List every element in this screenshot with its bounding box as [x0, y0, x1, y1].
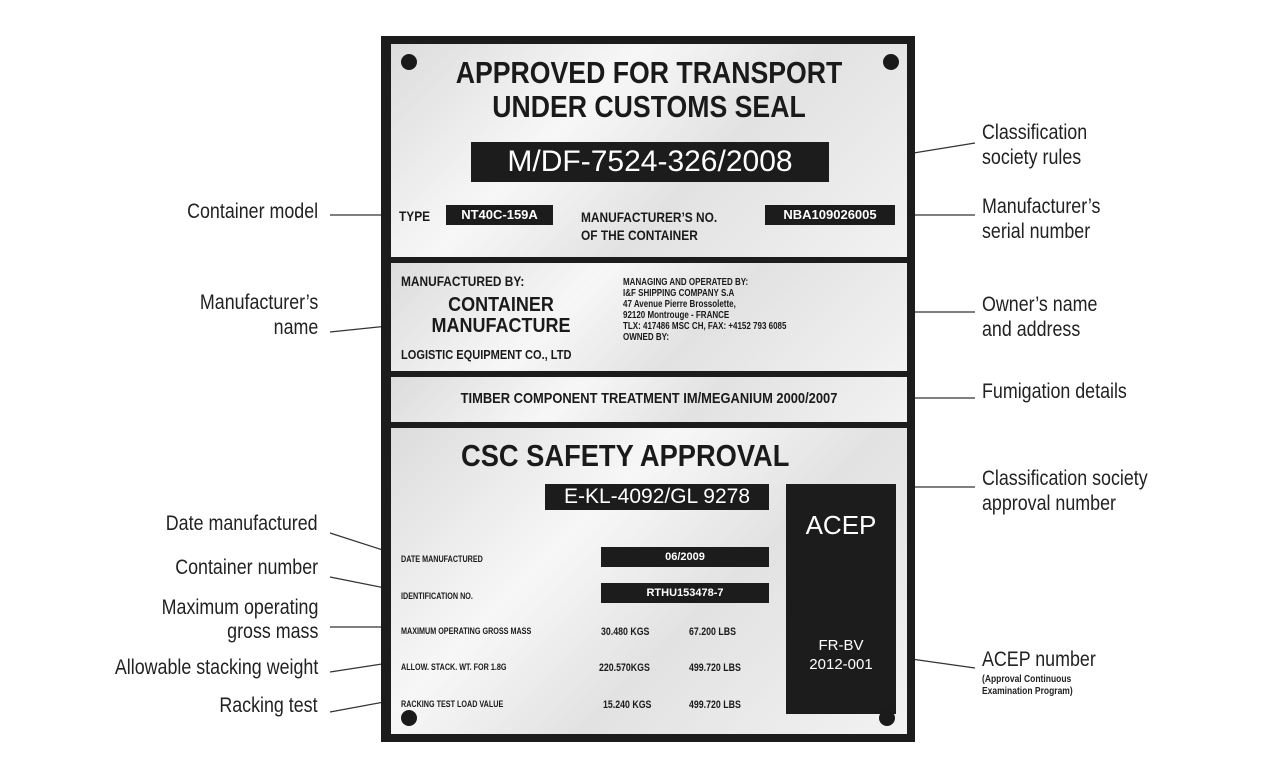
timber-treatment: TIMBER COMPONENT TREATMENT IM/MEGANIUM 2000/2007: [460, 390, 838, 407]
callout-acep-sub-1: (Approval Continuous: [982, 674, 1072, 685]
callout-fumigation: Fumigation details: [982, 380, 1127, 403]
row-lbs-stacking: 499.720 LBS: [689, 662, 741, 674]
manufactured-by-label: MANUFACTURED BY:: [401, 273, 525, 289]
callout-acep: [982, 648, 1096, 698]
row-kgs-stacking: 220.570KGS: [599, 662, 650, 674]
owner-line: MANAGING AND OPERATED BY:: [623, 277, 749, 288]
rivet: [401, 710, 417, 726]
callout-max-gross: [161, 596, 318, 644]
panel-csc: [391, 428, 907, 734]
callout-class-rules-2: society rules: [982, 146, 1082, 169]
callout-owner-1: Owner’s name: [982, 293, 1098, 316]
manufacturer-name-2: MANUFACTURE: [431, 315, 571, 337]
row-label-date: DATE MANUFACTURED: [401, 554, 483, 564]
approval-code: M/DF-7524-326/2008: [471, 142, 829, 182]
callout-owner: [982, 292, 1097, 342]
customs-title: [427, 56, 871, 124]
row-value-date: 06/2009: [601, 547, 769, 567]
acep-code-2: 2012-001: [809, 656, 873, 673]
callout-stacking: Allowable stacking weight: [114, 656, 318, 679]
callout-serial-1: Manufacturer’s: [982, 195, 1101, 218]
row-value-id: RTHU153478-7: [601, 583, 769, 603]
callout-manufacturer-name-2: name: [273, 316, 318, 339]
type-label: TYPE: [399, 208, 431, 224]
callout-class-approval: [982, 466, 1148, 516]
row-label-racking: RACKING TEST LOAD VALUE: [401, 699, 504, 709]
owner-line: 92120 Montrouge - FRANCE: [623, 310, 730, 321]
manufacturer-name: [411, 295, 591, 337]
callout-acep-sub-2: Examination Program): [982, 686, 1073, 697]
container-plate: [381, 36, 915, 742]
callout-acep-sub: [982, 674, 1096, 698]
csc-title: CSC SAFETY APPROVAL: [461, 438, 790, 473]
row-lbs-max-gross: 67.200 LBS: [689, 626, 736, 638]
callout-manufacturer-name-1: Manufacturer’s: [199, 291, 318, 314]
mfr-no-value: NBA109026005: [765, 205, 895, 225]
row-label-stacking: ALLOW. STACK. WT. FOR 1.8G: [401, 662, 507, 672]
callout-container-model: Container model: [187, 200, 318, 223]
acep-code: [786, 636, 896, 674]
panel-manufacturer: [391, 263, 907, 371]
callout-date-manufactured: Date manufactured: [166, 512, 318, 535]
callout-manufacturer-name: [200, 290, 318, 340]
manufacturer-company: LOGISTIC EQUIPMENT CO., LTD: [401, 347, 572, 362]
callout-racking: Racking test: [219, 694, 318, 717]
row-label-id: IDENTIFICATION NO.: [401, 591, 473, 601]
callout-owner-2: and address: [982, 318, 1081, 341]
row-lbs-racking: 499.720 LBS: [689, 699, 741, 711]
row-label-max-gross: MAXIMUM OPERATING GROSS MASS: [401, 626, 532, 636]
callout-acep-number: ACEP number: [982, 648, 1096, 671]
rivet: [883, 54, 899, 70]
rivet: [401, 54, 417, 70]
mfr-no-label-1: MANUFACTURER’S NO.: [581, 209, 718, 225]
title-line-2: UNDER CUSTOMS SEAL: [492, 89, 806, 124]
panel-customs: [391, 44, 907, 257]
callout-class-approval-1: Classification society: [982, 467, 1148, 490]
callout-max-gross-2: gross mass: [226, 620, 318, 643]
rivet: [879, 710, 895, 726]
acep-box: [786, 484, 896, 714]
callout-class-rules-1: Classification: [982, 121, 1088, 144]
owner-line: OWNED BY:: [623, 332, 670, 343]
owner-line: I&F SHIPPING COMPANY S.A: [623, 288, 735, 299]
owner-line: 47 Avenue Pierre Brossolette,: [623, 299, 736, 310]
acep-title: ACEP: [805, 510, 877, 540]
csc-code: E-KL-4092/GL 9278: [545, 484, 769, 510]
callout-serial-2: serial number: [982, 220, 1091, 243]
callout-container-number: Container number: [175, 556, 318, 579]
acep-code-1: FR-BV: [818, 637, 864, 654]
owner-address: [623, 277, 786, 343]
mfr-no-label-2: OF THE CONTAINER: [581, 227, 698, 243]
row-kgs-racking: 15.240 KGS: [603, 699, 652, 711]
manufacturer-name-1: CONTAINER: [448, 294, 554, 316]
callout-max-gross-1: Maximum operating: [161, 596, 318, 619]
callout-serial: [982, 194, 1100, 244]
title-line-1: APPROVED FOR TRANSPORT: [455, 55, 843, 90]
row-kgs-max-gross: 30.480 KGS: [601, 626, 650, 638]
owner-line: TLX: 417486 MSC CH, FAX: +4152 793 6085: [623, 321, 787, 332]
callout-class-approval-2: approval number: [982, 492, 1116, 515]
callout-class-rules: [982, 120, 1087, 170]
panel-timber: [391, 377, 907, 422]
mfr-no-label: [581, 208, 717, 244]
type-value: NT40C-159A: [446, 205, 553, 225]
